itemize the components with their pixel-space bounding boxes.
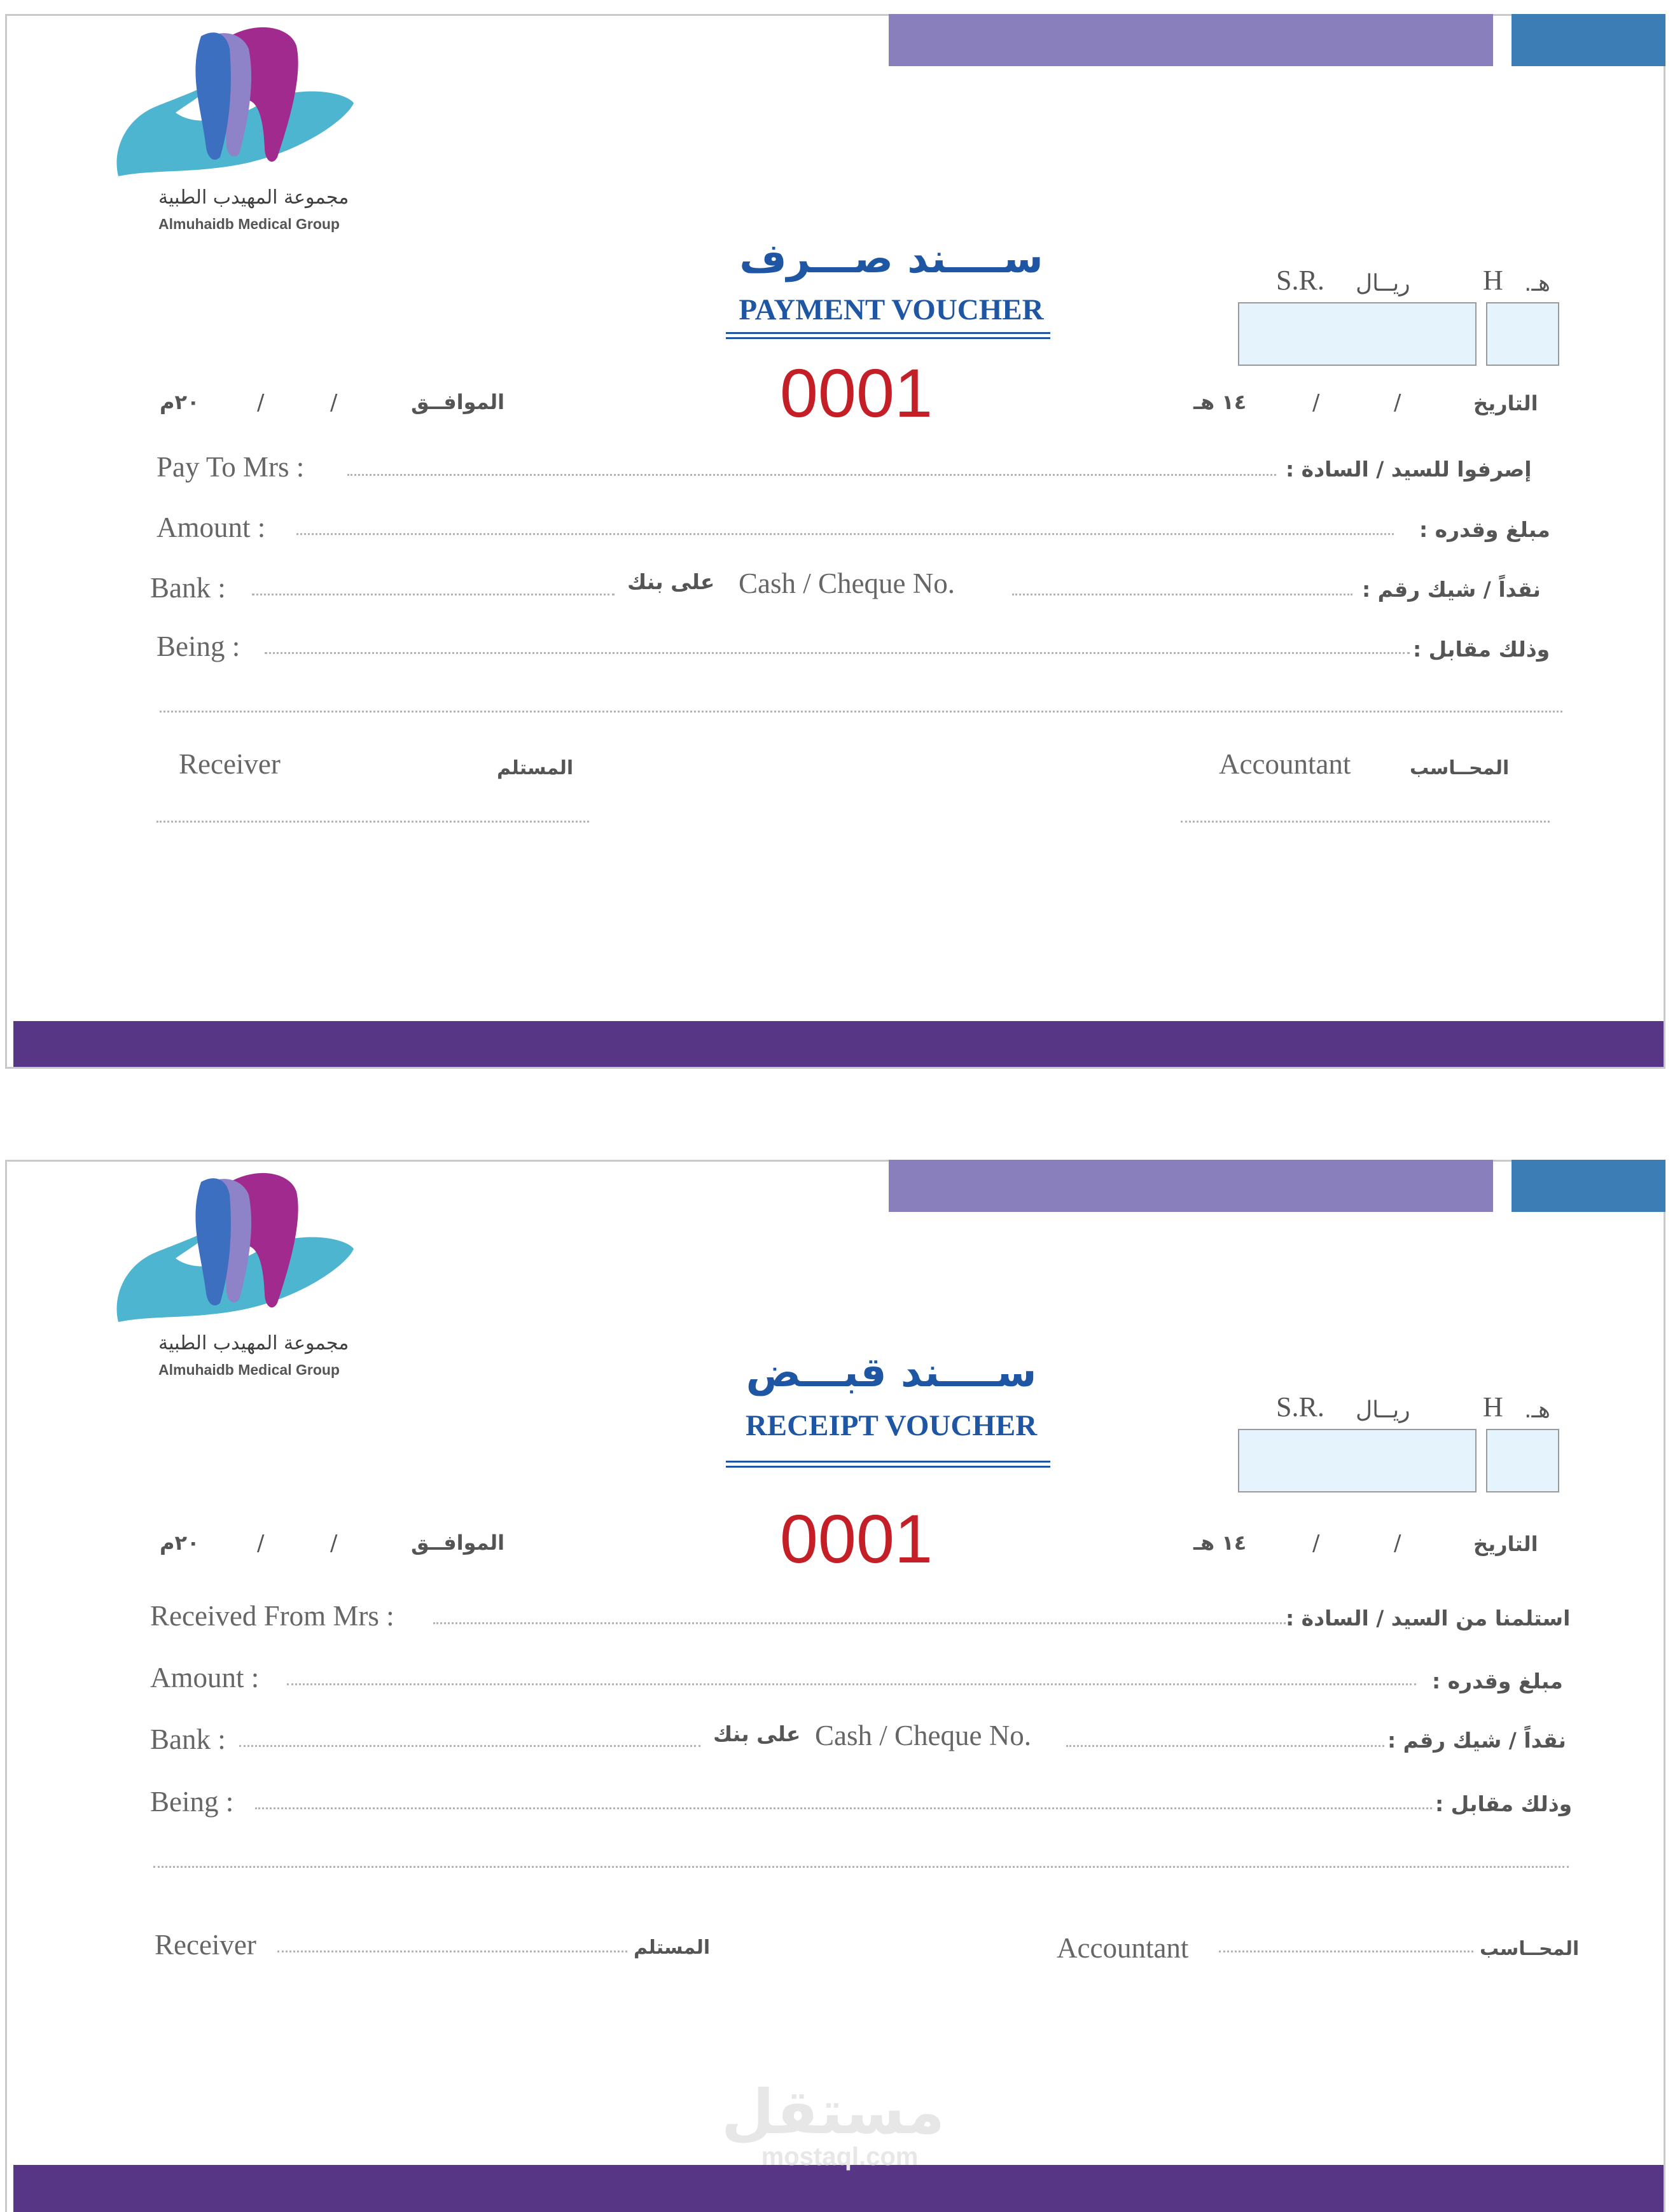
halala-label-english: H — [1483, 265, 1503, 296]
footer-bar — [13, 2165, 1664, 2212]
pay-to-label-arabic: إصرفوا للسيد / السادة : — [1286, 457, 1532, 482]
voucher-title-english: PAYMENT VOUCHER — [739, 293, 1044, 326]
accountant-signature-line[interactable] — [1181, 821, 1550, 823]
receiver-label-arabic: المستلم — [634, 1937, 711, 1959]
date-slash: / — [257, 1531, 265, 1556]
halala-label-arabic: هـ. — [1524, 270, 1550, 296]
bank-label: Bank : — [150, 572, 226, 604]
date-slash: / — [1312, 1531, 1320, 1556]
cash-cheque-label-arabic: نقداً / شيك رقم : — [1387, 1728, 1566, 1753]
cash-cheque-label: Cash / Cheque No. — [815, 1720, 1031, 1751]
pay-to-field[interactable] — [347, 474, 1276, 476]
riyal-label-arabic: ريــال — [1356, 1397, 1410, 1423]
date-slash: / — [1312, 390, 1320, 415]
accountant-label: Accountant — [1219, 748, 1351, 780]
being-label-arabic: وذلك مقابل : — [1413, 637, 1550, 662]
amount-label: Amount : — [156, 511, 266, 543]
accountant-signature-line[interactable] — [1219, 1951, 1473, 1952]
halala-label-arabic: هـ. — [1524, 1397, 1550, 1423]
amount-label: Amount : — [150, 1662, 260, 1694]
voucher-title-english: RECEIPT VOUCHER — [745, 1409, 1038, 1442]
brand-name-english: Almuhaidb Medical Group — [158, 216, 340, 232]
bank-field[interactable] — [252, 594, 615, 595]
receiver-label-arabic: المستلم — [497, 757, 574, 779]
cash-cheque-label-arabic: نقداً / شيك رقم : — [1362, 577, 1541, 602]
amount-label-arabic: مبلغ وقدره : — [1432, 1669, 1563, 1694]
voucher-serial-number: 0001 — [779, 354, 933, 431]
receiver-label: Receiver — [179, 748, 281, 780]
corresponding-date-label: الموافــق — [411, 390, 505, 414]
payment-voucher — [5, 14, 1665, 1069]
being-field-continuation[interactable] — [153, 1866, 1569, 1868]
halala-amount-box[interactable] — [1486, 302, 1559, 366]
accountant-label-arabic: المحــاسب — [1410, 757, 1510, 779]
accountant-label-arabic: المحــاسب — [1480, 1938, 1580, 1960]
corresponding-date-label: الموافــق — [411, 1531, 505, 1555]
voucher-title-arabic: ســــند صـــرف — [739, 235, 1043, 282]
amount-field[interactable] — [287, 1683, 1416, 1685]
riyal-label-arabic: ريــال — [1356, 270, 1410, 296]
header-accent-bar-blue — [1512, 14, 1665, 66]
voucher-serial-number: 0001 — [779, 1500, 933, 1577]
date-label-arabic: التاريخ — [1473, 1532, 1538, 1556]
bank-label: Bank : — [150, 1723, 226, 1755]
date-slash: / — [257, 390, 265, 415]
gregorian-year-suffix: ٢٠م — [160, 390, 200, 414]
riyal-amount-box[interactable] — [1238, 1429, 1477, 1492]
received-from-field[interactable] — [433, 1622, 1286, 1624]
brand-name-arabic: مجموعة المهيدب الطبية — [158, 186, 349, 209]
title-double-rule — [726, 332, 1050, 339]
brand-name-arabic: مجموعة المهيدب الطبية — [158, 1332, 349, 1354]
hijri-year-suffix: ١٤ هـ — [1193, 390, 1247, 414]
being-label: Being : — [150, 1786, 234, 1818]
brand-name-english: Almuhaidb Medical Group — [158, 1361, 340, 1378]
gregorian-year-suffix: ٢٠م — [160, 1531, 200, 1555]
footer-bar — [13, 1021, 1664, 1067]
cheque-number-field[interactable] — [1066, 1745, 1384, 1747]
title-double-rule — [726, 1461, 1050, 1468]
amount-label-arabic: مبلغ وقدره : — [1419, 517, 1550, 542]
receipt-voucher — [5, 1160, 1665, 2212]
riyal-amount-box[interactable] — [1238, 302, 1477, 366]
date-label-arabic: التاريخ — [1473, 391, 1538, 415]
date-slash: / — [330, 1531, 338, 1556]
voucher-title-arabic: ســــند قبـــض — [746, 1349, 1037, 1396]
date-slash: / — [1394, 390, 1401, 415]
received-from-label-arabic: استلمنا من السيد / السادة : — [1286, 1606, 1571, 1631]
date-slash: / — [1394, 1531, 1401, 1556]
cheque-number-field[interactable] — [1012, 594, 1352, 595]
date-slash: / — [330, 390, 338, 415]
riyal-label-english: S.R. — [1276, 265, 1324, 296]
halala-amount-box[interactable] — [1486, 1429, 1559, 1492]
hijri-year-suffix: ١٤ هـ — [1193, 1531, 1247, 1555]
mostaql-watermark — [721, 2076, 945, 2171]
bank-label-arabic: على بنك — [627, 569, 715, 594]
receiver-signature-line[interactable] — [277, 1951, 627, 1952]
header-accent-bar-blue — [1512, 1160, 1665, 1212]
watermark-arabic: مستقل — [721, 2076, 945, 2148]
being-label: Being : — [156, 630, 240, 662]
receiver-signature-line[interactable] — [156, 821, 589, 823]
received-from-label: Received From Mrs : — [150, 1600, 394, 1632]
being-field-continuation[interactable] — [160, 711, 1562, 713]
pay-to-label: Pay To Mrs : — [156, 451, 305, 483]
being-label-arabic: وذلك مقابل : — [1435, 1791, 1573, 1816]
bank-field[interactable] — [239, 1745, 700, 1747]
header-accent-bar-purple — [889, 1160, 1493, 1212]
accountant-label: Accountant — [1057, 1932, 1189, 1964]
header-accent-bar-purple — [889, 14, 1493, 66]
receiver-label: Receiver — [155, 1929, 256, 1961]
amount-field[interactable] — [296, 533, 1394, 535]
riyal-label-english: S.R. — [1276, 1391, 1324, 1422]
halala-label-english: H — [1483, 1391, 1503, 1422]
watermark-english: mostaql.com — [761, 2143, 919, 2171]
cash-cheque-label: Cash / Cheque No. — [739, 567, 955, 599]
being-field[interactable] — [265, 652, 1410, 654]
bank-label-arabic: على بنك — [713, 1722, 801, 1746]
being-field[interactable] — [255, 1807, 1432, 1809]
